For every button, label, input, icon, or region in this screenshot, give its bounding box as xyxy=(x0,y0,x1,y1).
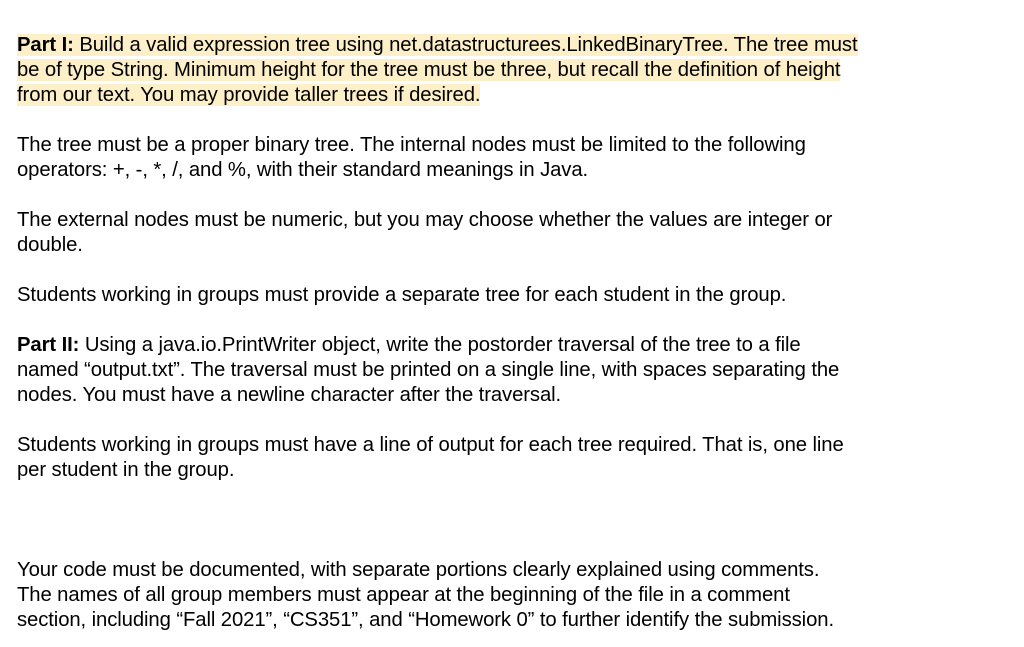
paragraph-spacer-large xyxy=(17,483,1007,558)
part1-label: Part I: xyxy=(17,34,74,56)
part1-line-3: from our text. You may provide taller trees if desired. xyxy=(17,84,481,106)
proper-tree-paragraph: The tree must be a proper binary tree. The internal nodes must be limited to the following operators: +, -, *, /, and %, with their standard meanings in Java. xyxy=(17,134,806,181)
paragraph-spacer xyxy=(17,108,1007,133)
groups-output-paragraph: Students working in groups must have a line of output for each tree required. That is, one line per student in the group. xyxy=(17,434,844,481)
external-nodes-paragraph: The external nodes must be numeric, but you may choose whether the values are integer or double. xyxy=(17,209,833,256)
paragraph-spacer xyxy=(17,308,1007,333)
part1-line-1: Part I: Build a valid expression tree using net.datastructurees.LinkedBinaryTree. The tree must xyxy=(17,34,858,56)
part2-paragraph: Part II: Using a java.io.PrintWriter object, write the postorder traversal of the tree to a file named “output.txt”. The traversal must be printed on a single line, with spaces separating the nodes. You must have a newline character after the traversal. xyxy=(17,333,1007,408)
groups-tree-paragraph: Students working in groups must provide a separate tree for each student in the group. xyxy=(17,284,787,306)
paragraph-spacer xyxy=(17,408,1007,433)
assignment-document xyxy=(17,33,1007,633)
part1-line-2: be of type String. Minimum height for the tree must be three, but recall the definition of height xyxy=(17,59,841,81)
part2-label: Part II: xyxy=(17,334,80,356)
paragraph-spacer xyxy=(17,258,1007,283)
part1-paragraph xyxy=(17,33,1007,108)
paragraph-spacer xyxy=(17,183,1007,208)
documentation-paragraph: Your code must be documented, with separate portions clearly explained using comments. The names of all group members must appear at the beginning of the file in a comment section, including “Fall 2021”, “CS351”, and “Homework 0” to further identify the submission. xyxy=(17,559,834,631)
part2-line-1: Part II: Using a java.io.PrintWriter object, write the postorder traversal of the tree to a file xyxy=(17,334,801,356)
